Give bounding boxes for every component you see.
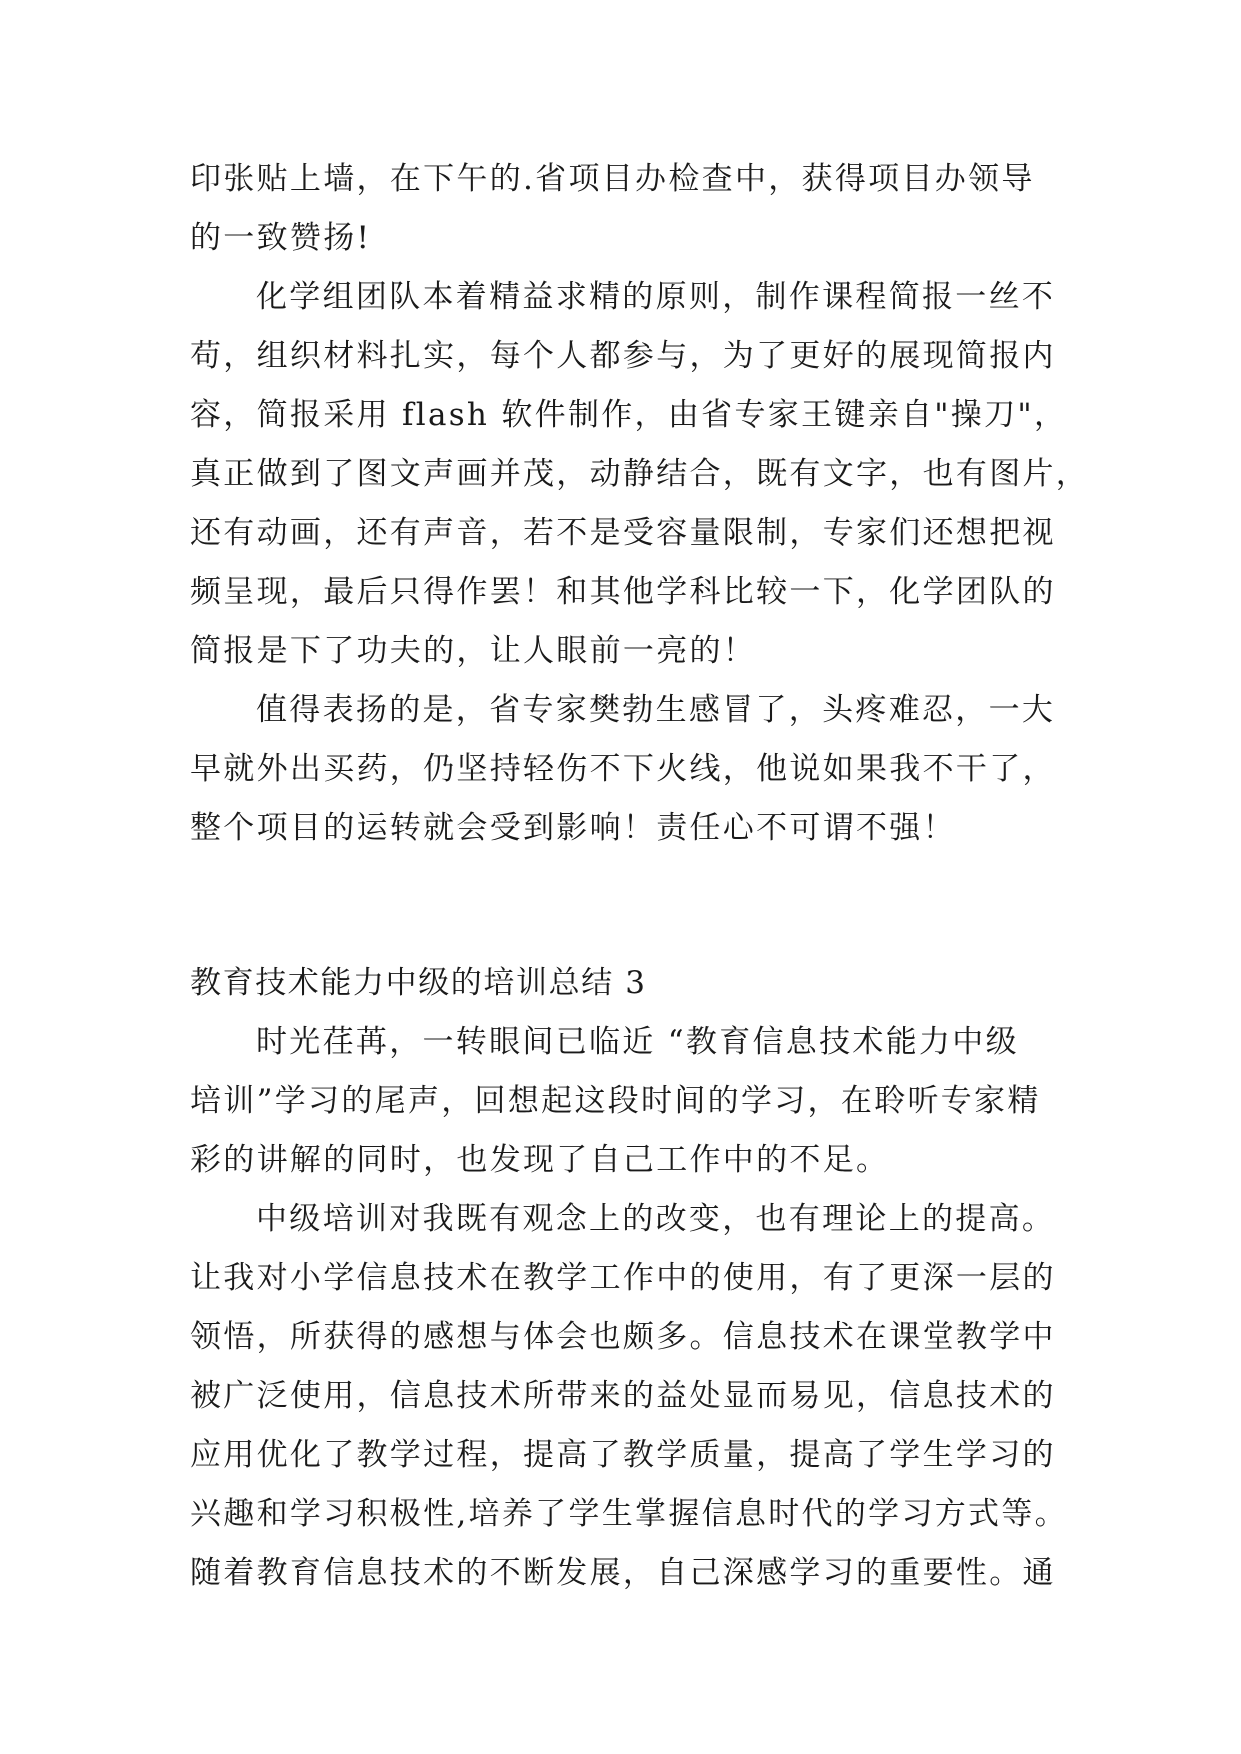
text-line: 的一致赞扬! <box>190 220 372 256</box>
text-line: 印张贴上墙，在下午的.省项目办检查中，获得项目办领导 <box>190 161 1035 197</box>
text-line: 被广泛使用，信息技术所带来的益处显而易见，信息技术的 <box>190 1378 1056 1414</box>
text-line: 频呈现，最后只得作罢！和其他学科比较一下，化学团队的 <box>190 574 1056 610</box>
text-line: 整个项目的运转就会受到影响！责任心不可谓不强！ <box>190 810 956 846</box>
text-line: 苟，组织材料扎实，每个人都参与，为了更好的展现简报内 <box>190 338 1056 374</box>
paragraph <box>190 1190 1068 1603</box>
text-line: 培训”学习的尾声，回想起这段时间的学习，在聆听专家精 <box>190 1083 1041 1119</box>
section-title: 教育技术能力中级的培训总结 3 <box>190 965 647 1001</box>
text-line: 容，简报采用 flash 软件制作，由省专家王键亲自"操刀"， <box>190 397 1068 433</box>
paragraph <box>190 150 1060 268</box>
text-line: 领悟，所获得的感想与体会也颇多。信息技术在课堂教学中 <box>190 1319 1056 1355</box>
text-line: 简报是下了功夫的，让人眼前一亮的！ <box>190 633 757 669</box>
text-line: 值得表扬的是，省专家樊勃生感冒了，头疼难忍，一大 <box>256 692 1056 728</box>
paragraph <box>190 1013 1060 1190</box>
paragraph <box>190 268 1090 681</box>
document-page <box>190 150 1090 1603</box>
text-line: 中级培训对我既有观念上的改变，也有理论上的提高。 <box>256 1201 1056 1237</box>
text-line: 让我对小学信息技术在教学工作中的使用，有了更深一层的 <box>190 1260 1056 1296</box>
text-line: 应用优化了教学过程，提高了教学质量，提高了学生学习的 <box>190 1437 1056 1473</box>
text-line: 真正做到了图文声画并茂，动静结合，既有文字，也有图片， <box>190 456 1090 492</box>
section-spacer <box>190 858 1060 954</box>
text-line: 化学组团队本着精益求精的原则，制作课程简报一丝不 <box>256 279 1056 315</box>
text-line: 彩的讲解的同时，也发现了自己工作中的不足。 <box>190 1142 890 1178</box>
text-line: 早就外出买药，仍坚持轻伤不下火线，他说如果我不干了， <box>190 751 1056 787</box>
text-line: 随着教育信息技术的不断发展，自己深感学习的重要性。通 <box>190 1555 1056 1591</box>
paragraph <box>190 681 1060 858</box>
text-line: 时光荏苒，一转眼间已临近 “教育信息技术能力中级 <box>256 1024 1019 1060</box>
text-line: 兴趣和学习积极性,培养了学生掌握信息时代的学习方式等。 <box>190 1496 1068 1532</box>
text-line: 还有动画，还有声音，若不是受容量限制，专家们还想把视 <box>190 515 1056 551</box>
